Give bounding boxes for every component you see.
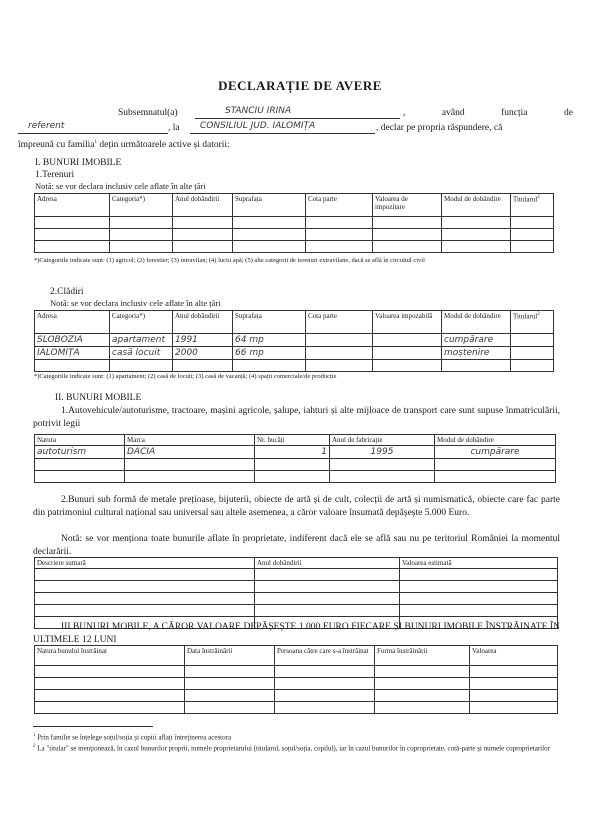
col-modul: Modul de dobândire <box>442 194 511 217</box>
metale-text: 2.Bunuri sub formă de metale prețioase, bijuterii, obiecte de artă și de cult, colecții de artă și numismatică, obiecte care fac parte din patrimoniul cultural național sau universal sau altele asemenea, a căror valoare însumată depășește 5.000 Euro. <box>33 495 560 518</box>
cell: moștenire <box>442 347 511 360</box>
section-1-heading: I. BUNURI IMOBILE <box>35 158 122 168</box>
cell: autoturism <box>35 446 125 459</box>
cladiri-note: Notă: se vor declara inclusiv cele aflate în alte țări <box>50 298 221 308</box>
col-titularul: Titularul$^2$ <box>511 311 554 334</box>
col-valoarea: Valoarea estimată <box>400 558 558 569</box>
col-natura-bunului: Natura bunului înstrăinat <box>35 646 185 666</box>
terenuri-table <box>34 193 554 253</box>
section-3-heading: III.BUNURI MOBILE, A CĂROR VALOARE DEPĂȘEȘTE 1.000 EURO FIECARE ȘI BUNURI IMOBILE ÎNSTRĂINATE ÎN ULTIMELE 12 LUNI <box>33 622 560 645</box>
terenuri-footnote: *)Categoriile indicate sunt: (1) agricol; (2) forestier; (3) intravilan; (4) luciu apă; (5) alte categorii de terenuri extravilane, dacă se află în circuitul civil <box>34 257 425 264</box>
col-an-fabricatie: Anul de fabricație <box>330 435 435 446</box>
col-persoana: Persoana către care s-a înstrăinat <box>275 646 375 666</box>
footnote-1: $^1$ Prin familie se înțelege soțul/soția și copiii aflați întreținerea acestora <box>33 733 232 742</box>
col-anul: Anul dobândirii <box>255 558 400 569</box>
col-anul: Anul dobândirii <box>173 311 233 334</box>
auto-table <box>34 434 556 483</box>
col-valoarea: Valoarea impozabilă <box>373 311 442 334</box>
col-nr-bucati: Nr. bucăți <box>255 435 330 446</box>
section-2-heading: II. BUNURI MOBILE <box>55 393 142 403</box>
table-row <box>35 446 556 459</box>
col-mod-dobandire: Modul de dobândire <box>435 435 556 446</box>
cell: casă locuit <box>110 347 173 360</box>
table-row <box>35 334 554 347</box>
metale-table <box>34 557 558 629</box>
col-modul: Modul de dobândire <box>442 311 511 334</box>
institution-underline <box>190 133 375 134</box>
instrainate-table <box>34 645 558 714</box>
col-valoarea: Valoarea <box>470 646 558 666</box>
col-data: Data înstrăinării <box>185 646 275 666</box>
col-natura: Natura <box>35 435 125 446</box>
col-titularul: Titularul$^2$ <box>511 194 554 217</box>
avand-functia-label: , având funcția de <box>403 108 573 118</box>
col-valoarea: Valoarea de impozitare <box>373 194 442 217</box>
cell: 1995 <box>330 446 435 459</box>
col-descriere: Descriere sumară <box>35 558 255 569</box>
col-cota: Cota parte <box>306 311 373 334</box>
subsemnatul-label: Subsemnatul(a) <box>118 108 178 118</box>
intro-line-2: împreună cu familia$^1$ dețin următoarele active și datorii: <box>18 140 230 151</box>
footnote-2: $^2$ La "titular" se menționează, în cazul bunurilor proprii, numele proprietarului (titularul, soțul/soția, copilul), iar în cazul bunurilor în coproprietate, cotă-parte și numele coproprietarilor <box>33 744 550 753</box>
footnote-separator <box>33 726 153 727</box>
cell: 1 <box>255 446 330 459</box>
cell: 64 mp <box>233 334 306 347</box>
cell: 1991 <box>173 334 233 347</box>
name-underline <box>195 118 400 119</box>
col-suprafata: Suprafața <box>233 194 306 217</box>
col-suprafata: Suprafața <box>233 311 306 334</box>
terenuri-heading: 1.Terenuri <box>35 170 75 180</box>
col-adresa: Adresa <box>35 311 110 334</box>
page-title: DECLARAȚIE DE AVERE <box>218 78 382 93</box>
cell: cumpărare <box>442 334 511 347</box>
auto-text: 1.Autovehicule/autoturisme, tractoare, mașini agricole, șalupe, iahturi și alte mijloace de transport care sunt supuse înmatriculării, potrivit legii <box>33 406 560 429</box>
col-forma: Forma înstrăinării <box>375 646 470 666</box>
col-categoria: Categoria*) <box>110 194 173 217</box>
terenuri-note: Notă: se vor declara inclusiv cele aflate în alte țări <box>35 181 206 191</box>
declar-label: , declar pe propria răspundere, că <box>376 123 503 133</box>
cell: 66 mp <box>233 347 306 360</box>
cladiri-table <box>34 310 554 372</box>
function-underline <box>18 133 168 134</box>
metale-note: Notă: se vor menționa toate bunurile aflate în proprietate, indiferent dacă ele se află sau nu pe teritoriul României la momentul declarării. <box>33 534 560 557</box>
table-row <box>35 347 554 360</box>
cell: cumpărare <box>435 446 556 459</box>
cladiri-footnote: *)Categoriile indicate sunt: (1) apartament; (2) casă de locuit; (3) casă de vacanță; (4) spații comerciale/de producție <box>34 373 337 380</box>
cell: IALOMIȚA <box>35 347 110 360</box>
declarant-function: referent <box>28 121 65 131</box>
declarant-institution: CONSILIUL JUD. IALOMIȚA <box>200 121 316 131</box>
col-categoria: Categoria*) <box>110 311 173 334</box>
declarant-name: STANCIU IRINA <box>225 106 292 116</box>
cell: 2000 <box>173 347 233 360</box>
cell: SLOBOZIA <box>35 334 110 347</box>
col-marca: Marca <box>125 435 255 446</box>
cell: DACIA <box>125 446 255 459</box>
col-adresa: Adresa <box>35 194 110 217</box>
cell: apartament <box>110 334 173 347</box>
la-label: , la <box>168 123 180 133</box>
col-anul: Anul dobândirii <box>173 194 233 217</box>
cladiri-heading: 2.Clădiri <box>50 287 84 297</box>
col-cota: Cota parte <box>306 194 373 217</box>
